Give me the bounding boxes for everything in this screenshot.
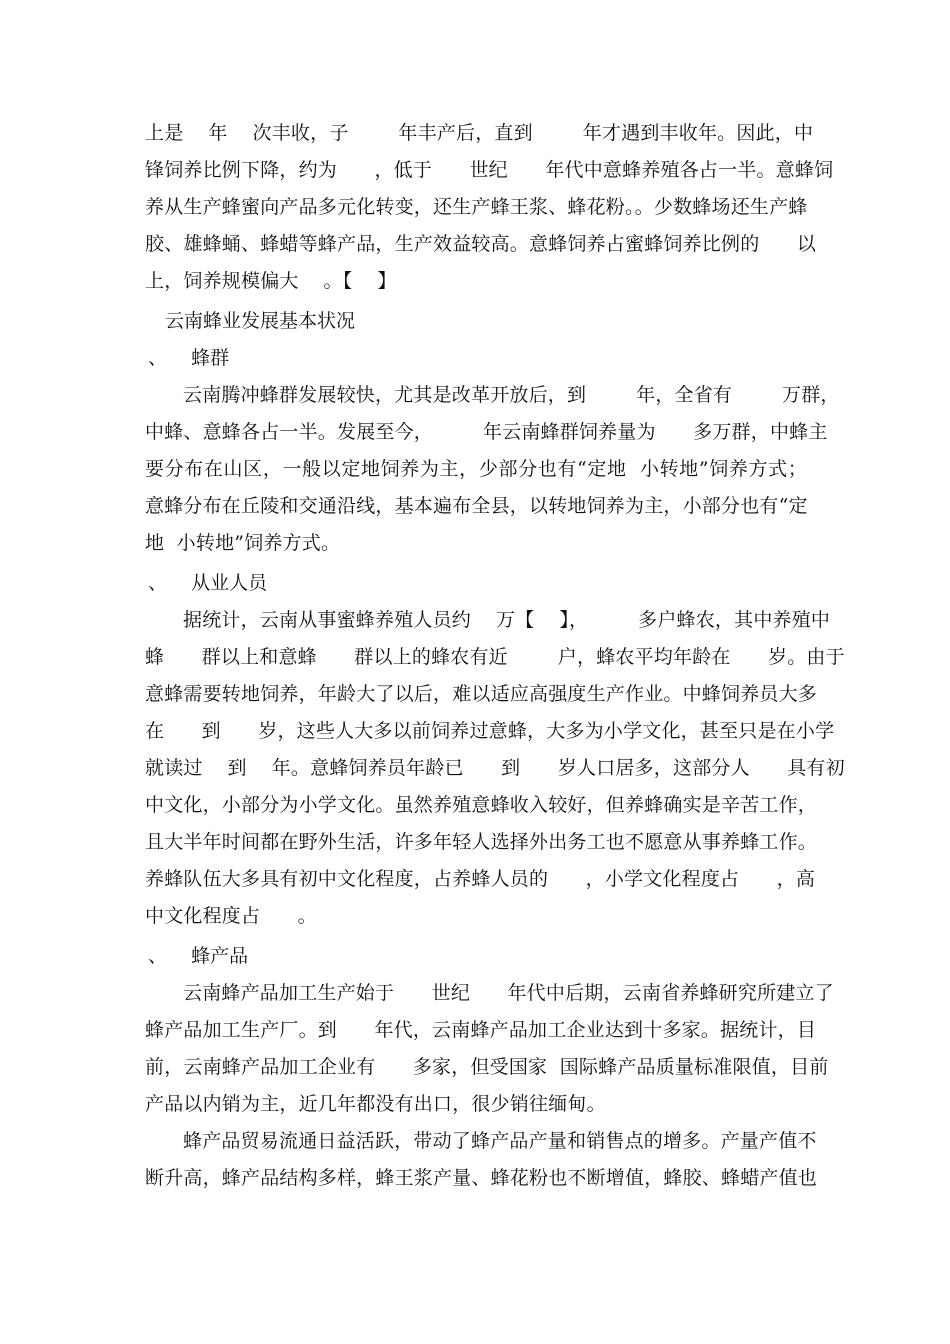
section3-line-1: 云南蜂产品加工生产始于 世纪 年代中后期，云南省养蜂研究所建立了 [183,982,834,1004]
section2-heading: 、 从业人员 [148,572,268,594]
intro-line-5: 上，饲养规模偏大 。【 】 [145,270,397,292]
section2-line-1: 据统计，云南从事蜜蜂养殖人员约 万【 】， 多户蜂农，其中养殖中 [183,609,831,631]
intro-line-3: 养从生产蜂蜜向产品多元化转变，还生产蜂王浆、蜂花粉。。少数蜂场还生产蜂 [145,196,808,218]
section3-heading: 、 蜂产品 [148,945,249,967]
section1-line-5: 地 小转地”饲养方式。 [145,532,341,554]
section2-line-8: 养蜂队伍大多具有初中文化程度，占养蜂人员的 ，小学文化程度占 ，高 [145,868,816,890]
section3-line-4: 产品以内销为主，近几年都没有出口，很少销往缅甸。 [145,1093,606,1115]
section-title: 云南蜂业发展基本状况 [165,310,356,332]
section1-heading: 、 蜂群 [148,347,230,369]
section2-line-3: 意蜂需要转地饲养，年龄大了以后，难以适应高强度生产作业。中蜂饲养员大多 [145,683,818,705]
intro-line-1: 上是 年 次丰收，子 年丰产后，直到 年才遇到丰收年。因此，中 [145,122,814,144]
section3-p2-line-1: 蜂产品贸易流通日益活跃，带动了蜂产品产量和销售点的增多。产量产值不 [183,1130,817,1152]
section3-line-3: 前，云南蜂产品加工企业有 多家，但受国家 国际蜂产品质量标准限值，目前 [145,1056,829,1078]
section2-line-5: 就读过 到 年。意蜂饲养员年龄已 到 岁人口居多，这部分人 具有初 [145,757,845,779]
section2-line-7: 且大半年时间都在野外生活，许多年轻人选择外出务工也不愿意从事养蜂工作。 [145,831,818,853]
section3-p2-line-2: 断升高，蜂产品结构多样，蜂王浆产量、蜂花粉也不断增值，蜂胶、蜂蜡产值也 [145,1167,818,1189]
section1-line-2: 中蜂、意蜂各占一半。发展至今， 年云南蜂群饲养量为 多万群，中蜂主 [145,421,828,443]
section3-line-2: 蜂产品加工生产厂。到 年代，云南蜂产品加工企业达到十多家。据统计，目 [145,1019,817,1041]
section2-line-2: 蜂 群以上和意蜂 群以上的蜂农有近 户，蜂农平均年龄在 岁。由于 [145,646,845,668]
section2-line-4: 在 到 岁，这些人大多以前饲养过意蜂，大多为小学文化，甚至只是在小学 [145,720,835,742]
section1-line-4: 意蜂分布在丘陵和交通沿线，基本遍布全县，以转地饲养为主，小部分也有“定 [145,495,808,517]
section1-line-3: 要分布在山区，一般以定地饲养为主，少部分也有“定地 小转地”饲养方式； [145,458,807,480]
section2-line-6: 中文化，小部分为小学文化。虽然养殖意蜂收入较好，但养蜂确实是辛苦工作， [145,794,818,816]
intro-line-2: 锋饲养比例下降，约为 ，低于 世纪 年代中意蜂养殖各占一半。意蜂饲 [145,159,834,181]
intro-line-4: 胶、雄蜂蛹、蜂蜡等蜂产品，生产效益较高。意蜂饲养占蜜蜂饲养比例的 以 [145,233,817,255]
section2-line-9: 中文化程度占 。 [145,905,317,927]
section1-line-1: 云南腾冲蜂群发展较快，尤其是改革开放后，到 年，全省有 万群， [183,384,840,406]
